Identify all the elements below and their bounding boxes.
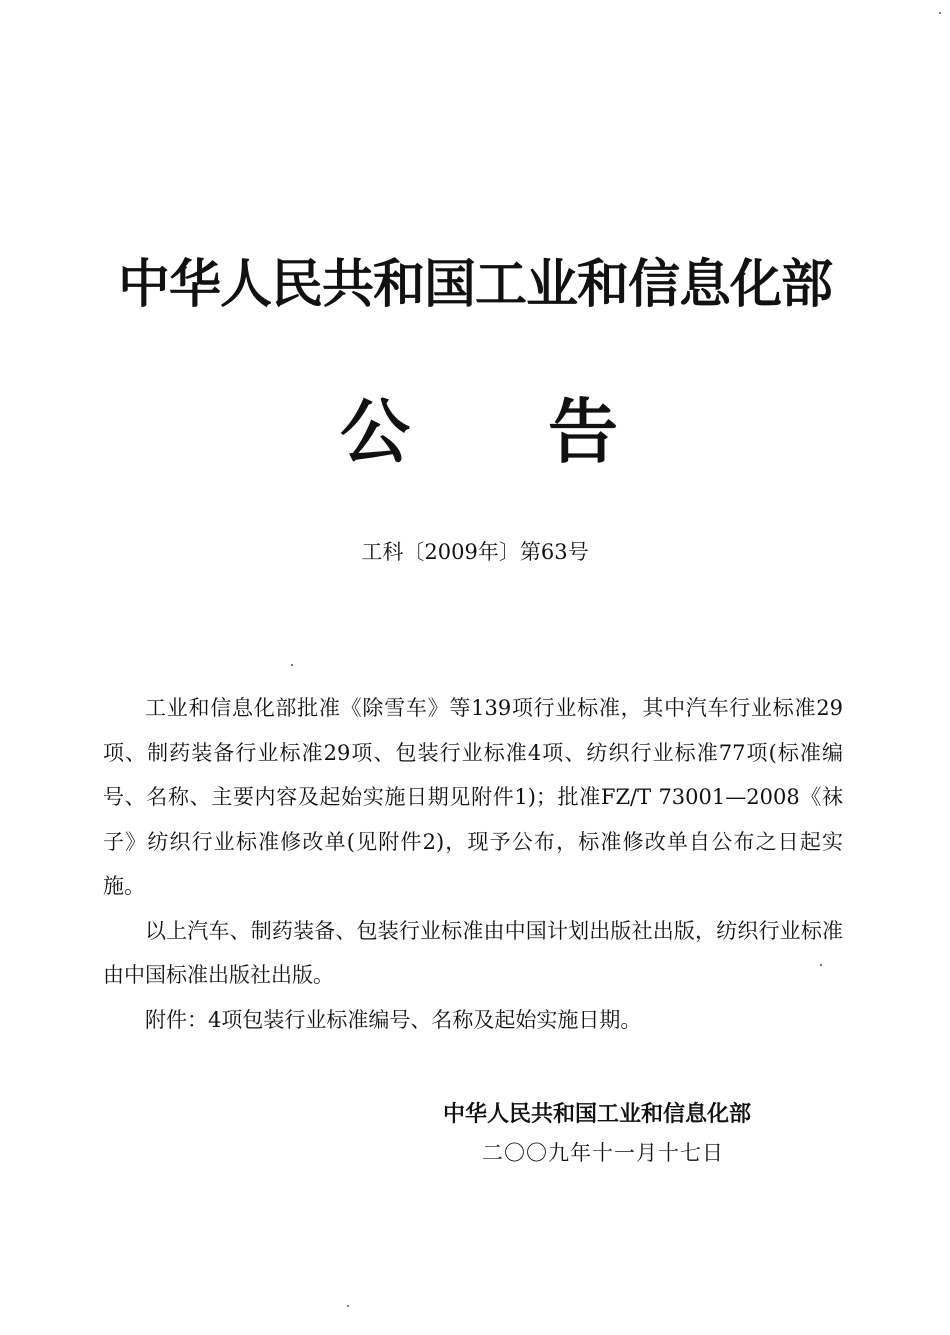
- scan-speck: [820, 964, 822, 966]
- scan-speck: [347, 1305, 349, 1307]
- scan-speck: [291, 664, 293, 666]
- ministry-title: 中华人民共和国工业和信息化部: [117, 255, 832, 315]
- body-paragraph-attachment: 附件：4项包装行业标准编号、名称及起始实施日期。: [145, 1007, 642, 1032]
- document-number: 工科〔2009年〕第63号: [361, 540, 589, 564]
- signature-date: 二〇〇九年十一月十七日: [482, 1141, 724, 1165]
- announcement-heading-char-2: 告: [548, 390, 618, 473]
- announcement-body: [103, 686, 843, 1042]
- body-paragraph-publishers: 以上汽车、制药装备、包装行业标准由中国计划出版社出版，纺织行业标准由中国标准出版社出版。: [103, 918, 843, 987]
- signature-organization: 中华人民共和国工业和信息化部: [443, 1102, 752, 1127]
- body-paragraph-approval: 工业和信息化部批准《除雪车》等139项行业标准，其中汽车行业标准29项、制药装备行业标准29项、包装行业标准4项、纺织行业标准77项(标准编号、名称、主要内容及起始实施日期见附件1)；批准FZ/T 73001—2008《袜子》纺织行业标准修改单(见附件2)，现予公布，标准修改单自公布之日起实施。: [103, 696, 843, 898]
- announcement-heading-char-1: 公: [340, 390, 410, 473]
- scan-speck: [939, 12, 941, 14]
